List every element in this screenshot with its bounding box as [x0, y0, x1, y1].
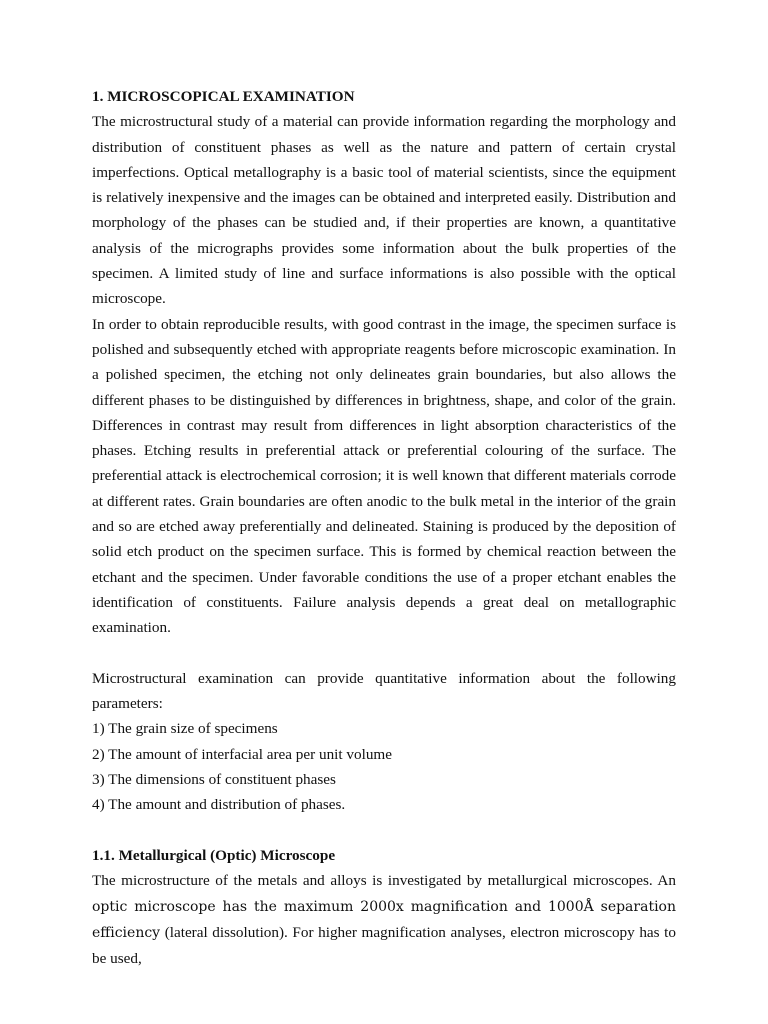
- paragraph-reproducible-results: In order to obtain reproducible results, with good contrast in the image, the specimen surface is polished and subsequently etched with appropriate reagents before microscopic examination. In a polished specimen, the etching not only delineates grain boundaries, but also allows the different phases to be distinguished by differences in brightness, shape, and color of the grain. Differences in contrast may result from differences in light absorption characteristics of the phases. Etching results in preferential attack or preferential colouring of the surface. The preferential attack is electrochemical corrosion; it is well known that different materials corrode at different rates. Grain boundaries are often anodic to the bulk metal in the interior of the grain and so are etched away preferentially and delineated. Staining is produced by the deposition of solid etch product on the specimen surface. This is formed by chemical reaction between the etchant and the specimen. Under favorable conditions the use of a proper etchant enables the identification of constituents. Failure analysis depends a great deal on metallographic examination.: [92, 315, 676, 637]
- paragraph-text-part: optic microscope has the maximum 2000x magnification and 1000Å separation efficiency: [92, 898, 676, 941]
- paragraph-metallurgical-microscope: [92, 868, 676, 971]
- paragraph-microstructural-study: The microstructural study of a material can provide information regarding the morphology and distribution of constituent phases as well as the nature and pattern of certain crystal imperfections. Optical metallography is a basic tool of material scientists, since the equipment is relatively inexpensive and the images can be obtained and interpreted easily. Distribution and morphology of the phases can be studied and, if their properties are known, a quantitative analysis of the micrographs provides some information about the bulk properties of the specimen. A limited study of line and surface informations is also possible with the optical microscope.: [92, 113, 676, 308]
- spacer: [92, 641, 676, 666]
- spacer: [92, 818, 676, 843]
- subsection-heading: 1.1. Metallurgical (Optic) Microscope: [92, 846, 336, 864]
- list-item: 2) The amount of interfacial area per unit volume: [92, 745, 392, 763]
- paragraph-text-part: The microstructure of the metals and alloys is investigated by metallurgical microscopes. An: [92, 872, 676, 890]
- section-heading: 1. MICROSCOPICAL EXAMINATION: [92, 88, 355, 105]
- paragraph-text-part: (lateral dissolution). For higher magnification analyses, electron microscopy has to be used,: [92, 923, 676, 968]
- list-item: 4) The amount and distribution of phases.: [92, 796, 346, 814]
- list-item: 1) The grain size of specimens: [92, 720, 278, 738]
- paragraph-quantitative-information: Microstructural examination can provide quantitative information about the following parameters:: [92, 669, 676, 713]
- list-item: 3) The dimensions of constituent phases: [92, 771, 336, 789]
